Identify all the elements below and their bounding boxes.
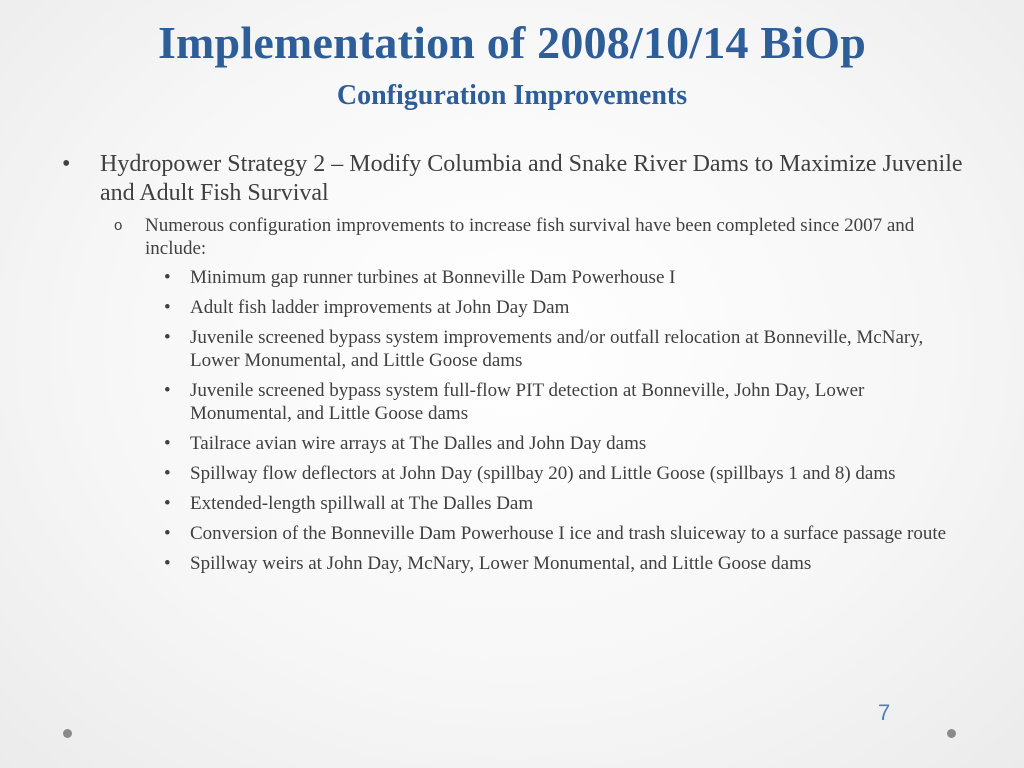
level1-bullet-text: Hydropower Strategy 2 – Modify Columbia and Snake River Dams to Maximize Juvenile and Adult Fish Survival	[100, 151, 963, 206]
list-item-text: Minimum gap runner turbines at Bonneville Dam Powerhouse I	[190, 267, 676, 288]
list-item	[60, 296, 970, 319]
bullet-marker: •	[164, 327, 171, 348]
level2-bullet-text: Numerous configuration improvements to increase fish survival have been completed since 2007 and include:	[145, 215, 915, 259]
corner-dot-icon	[947, 729, 956, 738]
list-item-text: Extended-length spillwall at The Dalles Dam	[190, 493, 534, 514]
bullet-marker: •	[164, 297, 171, 318]
improvements-list	[60, 266, 970, 575]
bullet-marker: •	[164, 433, 171, 454]
list-item-text: Juvenile screened bypass system full-flow PIT detection at Bonneville, John Day, Lower Monumental, and Little Goose dams	[190, 380, 865, 424]
bullet-marker: •	[164, 553, 171, 574]
bullet-marker: •	[62, 151, 71, 177]
list-item-text: Spillway flow deflectors at John Day (spillbay 20) and Little Goose (spillbays 1 and 8) dams	[190, 463, 896, 484]
bullet-marker: •	[164, 463, 171, 484]
list-item-text: Spillway weirs at John Day, McNary, Lower Monumental, and Little Goose dams	[190, 553, 812, 574]
list-item	[60, 266, 970, 289]
slide-body	[60, 150, 970, 582]
bullet-marker: •	[164, 267, 171, 288]
list-item	[60, 492, 970, 515]
list-item	[60, 552, 970, 575]
list-item-text: Tailrace avian wire arrays at The Dalles and John Day dams	[190, 433, 647, 454]
bullet-marker-circle: o	[114, 217, 123, 234]
list-item-text: Juvenile screened bypass system improvements and/or outfall relocation at Bonneville, McNary, Lower Monumental, and Little Goose dams	[190, 327, 924, 371]
page-number: 7	[878, 700, 891, 725]
level2-bullet	[60, 214, 970, 260]
list-item-text: Conversion of the Bonneville Dam Powerhouse I ice and trash sluiceway to a surface passage route	[190, 523, 947, 544]
list-item	[60, 522, 970, 545]
list-item	[60, 462, 970, 485]
bullet-marker: •	[164, 523, 171, 544]
list-item	[60, 326, 970, 372]
slide-title: Implementation of 2008/10/14 BiOp	[157, 17, 867, 68]
bullet-marker: •	[164, 493, 171, 514]
list-item	[60, 432, 970, 455]
level1-bullet	[60, 150, 970, 208]
bullet-marker: •	[164, 380, 171, 401]
corner-dot-icon	[63, 729, 72, 738]
list-item-text: Adult fish ladder improvements at John Day Dam	[190, 297, 570, 318]
slide-subtitle: Configuration Improvements	[336, 80, 688, 111]
list-item	[60, 379, 970, 425]
